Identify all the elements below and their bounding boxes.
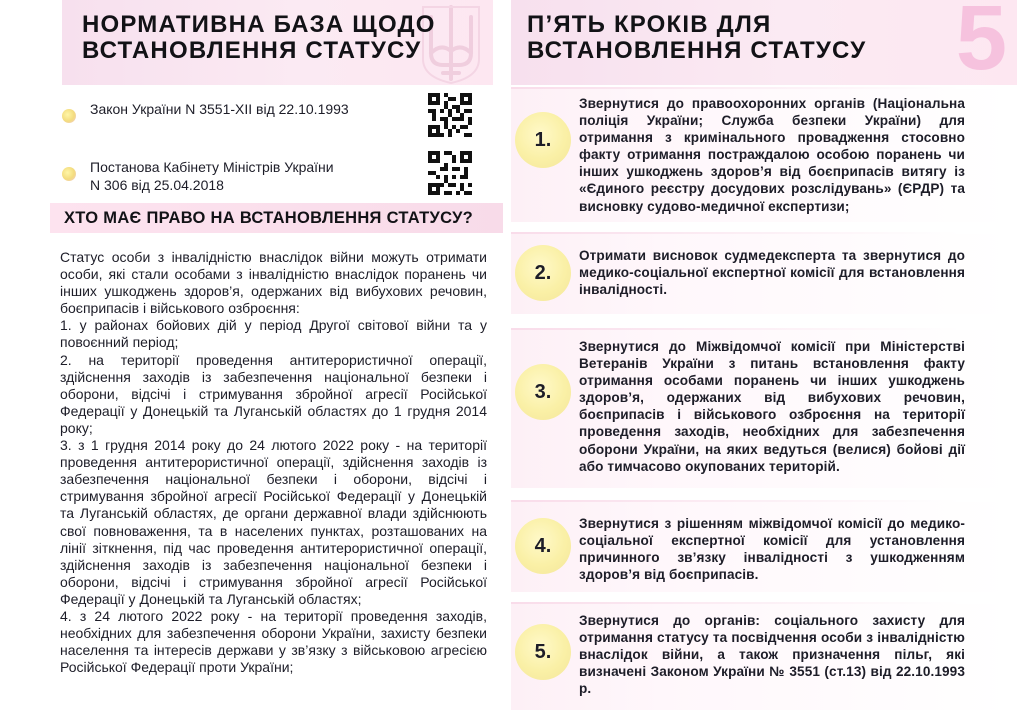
five-steps-title-line2: ВСТАНОВЛЕННЯ СТАТУСУ — [527, 37, 867, 64]
step-text: Звернутися з рішенням міжвідомчої комісії до медико-соціальної експертної комісії для установлення причинного зв’язку інвалідності з ушкодженням здоров’я від боєприпасів. — [579, 516, 965, 583]
law-item — [62, 92, 500, 144]
qr-code-icon[interactable] — [428, 92, 472, 138]
five-steps-title-line1: П’ЯТЬ КРОКІВ ДЛЯ — [527, 11, 772, 38]
step-text: Отримати висновок судмедексперта та звернутися до медико-соціальної експертної комісії для встановлення інвалідності. — [579, 248, 965, 298]
who-has-right-title: ХТО МАЄ ПРАВО НА ВСТАНОВЛЕННЯ СТАТУСУ? — [64, 209, 474, 227]
step-card — [511, 602, 1011, 710]
bullet-dot-icon — [62, 167, 76, 181]
law-text — [90, 100, 349, 118]
left-column — [0, 0, 503, 712]
step-number-badge: 2. — [515, 245, 571, 301]
five-steps-title — [527, 12, 866, 64]
step-text: Звернутися до правоохоронних органів (Національна поліція України; Служба безпеки України) для отримання з кримінального провадження стосовно факту отримання постраждалою особою поранень чи інших ушкоджень здоров’я від боєприпасів витягу із «Єдиного реєстру досудових розслідувань» (ЄРДР) та висновку судово-медичної експертизи; — [579, 96, 965, 214]
eligibility-paragraph: 4. з 24 лютого 2022 року - на території проведення заходів, необхідних для забезпечення оборони України, захисту безпеки населення та інтересів держави у зв’язку з військовою агресією Російської Федерації проти України; — [60, 607, 487, 676]
step-number-badge: 4. — [515, 518, 571, 574]
legal-base-title-line1: НОРМАТИВНА БАЗА ЩОДО — [82, 11, 436, 38]
who-has-right-banner — [50, 203, 503, 233]
step-text: Звернутися до Міжвідомчої комісії при Міністерстві Ветеранів України з питань встановлення факту отримання особами поранень чи інших ушкоджень здоров’я, одержаних від вибухових речовин, боєприпасів і військового озброєння на території проведення заходів, необхідних для забезпечення оборони України, на яких ведуться (велися) бойові дії або тимчасово окупованих територій. — [579, 339, 965, 474]
eligibility-paragraph: Статус особи з інвалідністю внаслідок війни можуть отримати особи, які стали особами з інвалідністю внаслідок поранень чи інших ушкоджень здоров’я, одержаних від вибухових речовин, боєприпасів і військового озброєння: — [60, 249, 487, 317]
eligibility-paragraph: 3. з 1 грудня 2014 року до 24 лютого 2022 року - на території проведення антитерористичної операції, здійснення заходів із забезпечення національної безпеки і оборони, відсічі і стримування збройної агресії Російської Федерації у Донецькій та Луганській областях, де органи державної влади здійснюють свої повноваження, та в населених пунктах, розташованих на лінії зіткнення, під час проведення антитерористичної операції, здійснення заходів із забезпечення національної безпеки і оборони, відсічі і стримування збройної агресії Російської Федерації у Донецькій та Луганській областях; — [60, 437, 487, 607]
law-text-line1: Закон України N 3551-XII від 22.10.1993 — [90, 101, 349, 117]
qr-code-icon[interactable] — [428, 150, 472, 196]
eligibility-text — [60, 249, 487, 676]
step-text: Звернутися до органів: соціального захисту для отримання статусу та посвідчення особи з інвалідністю внаслідок війни, а також призначення пільг, які визначені Законом України № 3551 (ст.13) від 22.10.1993 р. — [579, 613, 965, 697]
law-text-line2: N 306 від 25.04.2018 — [90, 177, 224, 193]
step-card — [511, 232, 1011, 314]
bullet-dot-icon — [62, 109, 76, 123]
big-number-five: 5 — [955, 0, 1007, 85]
legal-base-title — [82, 12, 436, 64]
step-card — [511, 328, 1011, 488]
law-item — [62, 150, 500, 202]
step-card — [511, 500, 1011, 592]
legal-base-title-line2: ВСТАНОВЛЕННЯ СТАТУСУ — [82, 37, 422, 64]
step-number-badge: 5. — [515, 624, 571, 680]
step-number-badge: 1. — [515, 112, 571, 168]
legal-base-header — [62, 0, 493, 85]
step-card — [511, 87, 1011, 222]
law-text-line1: Постанова Кабінету Міністрів України — [90, 159, 334, 175]
eligibility-paragraph: 2. на території проведення антитерористичної операції, здійснення заходів із забезпечення національної безпеки і оборони, відсічі і стримування збройної агресії Російської Федерації у Донецькій та Луганській областях до 1 грудня 2014 року; — [60, 351, 487, 436]
step-number-badge: 3. — [515, 364, 571, 420]
law-text — [90, 158, 334, 194]
eligibility-paragraph: 1. у районах бойових дій у період Другої світової війни та у повоєнний період; — [60, 317, 487, 351]
five-steps-header — [511, 0, 1017, 85]
